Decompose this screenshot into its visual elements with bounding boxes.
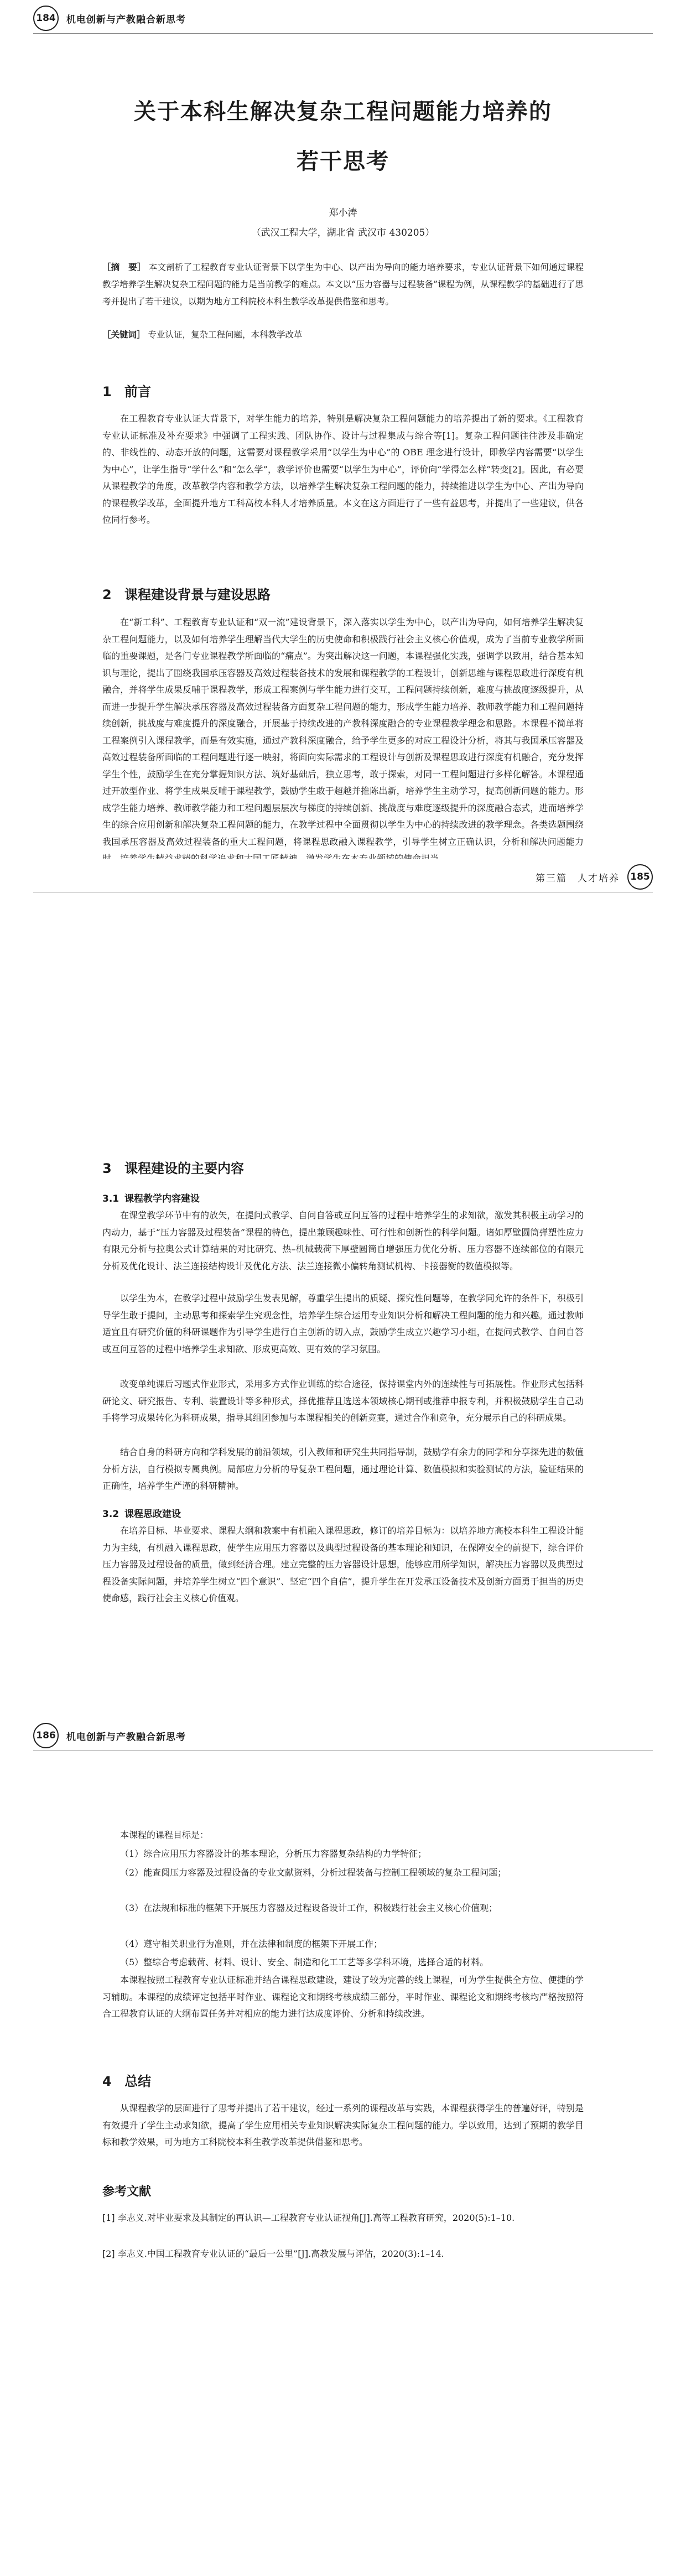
page-184 [0,0,686,859]
subsection-heading-3-1: 3.1 课程教学内容建设 [102,1193,200,1204]
reference-item: [1] 李志义.对毕业要求及其制定的再认识—工程教育专业认证视角[J].高等工程教育研究，2020(5):1–10. [102,2213,515,2223]
section-heading-2: 2 课程建设背景与建设思路 [102,587,271,603]
abstract-text: 本文剖析了工程教育专业认证背景下以学生为中心、以产出为导向的能力培养要求，专业认证背景下如何通过课程教学培养学生解决复杂工程问题的能力是当前教学的难点。本文以“压力容器与过程装备”课程为例，从课程教学的基础进行了思考并提出了若干建议，以期为地方工科院校本科生教学改革提供借鉴和思考。 [102,262,584,307]
list-item: （1）综合应用压力容器设计的基本理论，分析压力容器复杂结构的力学特征； [120,1848,427,1859]
page-number-badge: 186 [33,1723,59,1748]
keywords [102,326,584,344]
paragraph: 在工程教育专业认证大背景下，对学生能力的培养，特别是解决复杂工程问题能力的培养提出了新的要求。《工程教育专业认证标准及补充要求》中强调了工程实践、团队协作、设计与过程集成与综合等[1]。复杂工程问题往往涉及非确定的、非线性的、动态开放的问题，这需要对课程教学采用“以学生为中心”的 OBE 理念进行设计，即教学内容需要“以学生为中心”，让学生指导“学什么”和“怎么学”，教学评价也需要“以学生为中心”，评价向“学得怎么样”转变[2]。因此，有必要从课程教学的角度，改革教学内容和教学方法，以培养学生解决复杂工程问题的能力，持续推进以学生为中心、产出为导向的课程教学改革，全面提升地方工科高校本科人才培养质量。本文在这方面进行了一些有益思考，并提出了一些建议，供各位同行参考。 [102,413,584,525]
running-header [33,1723,186,1748]
section-heading-3: 3 课程建设的主要内容 [102,1161,244,1176]
page-185 [0,859,686,1717]
paragraph: 在培养目标、毕业要求、课程大纲和教案中有机融入课程思政，修订的培养目标为：以培养地方高校本科生工程设计能力为主线，有机融入课程思政，使学生应用压力容器以及典型过程设备的基本理论和知识，在保障安全的前提下，综合评价压力容器及过程设备的质量，做到经济合理。建立完整的压力容器设计思想，能够应用所学知识，解决压力容器以及典型过程设备实际问题，并培养学生树立“四个意识”、坚定“四个自信”，提升学生在开发承压设备技术及创新方面勇于担当的历史使命感，践行社会主义核心价值观。 [102,1525,584,1603]
page-number-badge: 185 [627,864,653,890]
abstract [102,259,584,310]
keywords-label: ［关键词］ [102,330,145,340]
abstract-label: ［摘 要］ [102,262,146,272]
list-item: （3）在法规和标准的框架下开展压力容器及过程设备设计工作，积极践行社会主义核心价值观； [120,1903,498,1913]
paragraph: 在“新工科”、工程教育专业认证和“双一流”建设背景下，深入落实以学生为中心，以产出为导向，如何培养学生解决复杂工程问题能力，以及如何培养学生理解当代大学生的历史使命和积极践行社会主义核心价值观，成为了当前专业教学所面临的重要课题，是各门专业课程教学所面临的“痛点”。为突出解决这一问题，本课程强化实践，强调学以致用，结合基本知识与理论，提出了围绕我国承压容器及高效过程装备技术的发展和课程教学的工程设计，创新思维与课程思政进行深度有机融合，并将学生成果反哺于课程教学，形成工程案例与学生能力进行交互，工程问题持续创新，难度与挑战度逐级提升，从而进一步提升学生解决承压容器及高效过程装备方面复杂工程问题的能力，形成学生能力培养、教师教学能力和工程问题持续创新，挑战度与难度提升的深度融合，开展基于持续改进的产教科深度融合的专业课程教学理念和思路。本课程不简单将工程案例引入课程教学，而是有效实施，通过产教科深度融合，给予学生更多的对应工程设计分析，将其与我国承压容器及高效过程装备所面临的工程问题进行逐一映射，将面向实际需求的工程设计与创新及课程思政进行深度有机融合，充分发挥学生个性，鼓励学生在充分掌握知识方法、筑好基础后，独立思考，敢于探索，对同一工程问题进行多样化解答。本课程通过开放型作业、将学生成果反哺于课程教学，鼓励学生敢于超越并推陈出新，培养学生主动学习，提高创新问题的能力。形成学生能力培养、教师教学能力和工程问题层层次与梯度的持续创新、挑战度与难度逐级提升的深度融合态式，进而培养学生的综合应用创新和解决复杂工程问题的能力，在教学过程中全面贯彻以学生为中心的持续改进的教学理念。各类选题围绕我国承压容器及高效过程装备的重大工程问题，将课程思政融入课程教学，引导学生树立正确认识，分析和解决问题能力 [102,617,584,847]
list-item: （4）遵守相关职业行为准则，并在法律和制度的框架下开展工作； [120,1939,383,1949]
page-186 [0,1717,686,2576]
paragraph: 本课程按照工程教育专业认证标准并结合课程思政建设，建设了较为完善的线上课程，可为学生提供全方位、便捷的学习辅助。本课程的成绩评定包括平时作业、课程论文和期终考核成绩三部分，平时作业、课程论文和期终考核均严格按照符合工程教育认证的大纲布置任务并对相应的能力进行达成度评价、分析和持续改进。 [102,1975,584,2019]
journal-name: 机电创新与产教融合新思考 [66,14,186,25]
list-item: （2）能查阅压力容器及过程设备的专业文献资料，分析过程装备与控制工程领域的复杂工程问题； [120,1867,507,1878]
paragraph: 改变单纯课后习题式作业形式，采用多方式作业训练的综合途径，保持课堂内外的连续性与可拓展性。作业形式包括科研论文、研究报告、专利、装置设计等多种形式，择优推荐且选送本领域核心期刊或推荐申报专利，并积极鼓励学生自己动手将学习成果转化为科研成果，指导其组团参加与本课程相关的创新竞赛，通过合作和竞争，充分展示自己的科研成果。 [102,1379,584,1423]
article-title-line2: 若干思考 [297,149,389,174]
header-rule [33,33,653,34]
keywords-text: 专业认证，复杂工程问题，本科教学改革 [148,330,303,340]
author-name: 郑小涛 [329,207,357,219]
section-heading-1: 1 前言 [102,384,151,399]
subsection-heading-3-2: 3.2 课程思政建设 [102,1509,181,1520]
paragraph: 以学生为本，在教学过程中鼓励学生发表见解，尊重学生提出的质疑、探究性问题等，在教学同允许的条件下，积极引导学生敢于提问，主动思考和探索学生究观念性，培养学生综合运用专业知识分析和解决工程问题的能力和兴趣。通过教师适宜且有研究价值的科研课题作为引导学生进行自主创新的切入点，鼓励学生成立兴趣学习小组，在提问式教学、自问自答或互问互答的过程中培养学生求知欲、形成更高效、更有效的学习氛围。 [102,1293,584,1354]
paragraph: 结合自身的科研方向和学科发展的前沿领域，引入教师和研究生共同指导制，鼓励学有余力的同学和分享探先进的数值分析方法，自行模拟专属典例。局部应力分析的导复杂工程问题，通过理论计算、数值模拟和实验测试的方法，验证结果的正确性，培养学生严谨的科研精神。 [102,1447,584,1491]
references-heading: 参考文献 [102,2185,152,2199]
author-affiliation: （武汉工程大学，湖北省 武汉市 430205） [251,227,435,238]
list-item: （5）整综合考虑载荷、材料、设计、安全、制造和化工工艺等多学科环境，选择合适的材料。 [120,1957,489,1967]
running-header [536,864,653,890]
article-title-line1: 关于本科生解决复杂工程问题能力培养的 [134,99,552,124]
paragraph: 本课程的课程目标是： [120,1830,209,1840]
section-heading-4: 4 总结 [102,2074,151,2089]
reference-item: [2] 李志义.中国工程教育专业认证的“最后一公里”[J].高教发展与评估，2020(3):1–14. [102,2248,444,2259]
section-name: 第三篇 人才培养 [536,872,620,884]
running-header [33,6,186,31]
journal-name: 机电创新与产教融合新思考 [66,1731,186,1743]
paragraph: 在课堂教学环节中有的放矢，在提问式教学、自问自答或互问互答的过程中培养学生的求知欲，激发其积极主动学习的内动力，基于“压力容器及过程装备”课程的特色，提出兼顾趣味性、可行性和创新性的科学问题。诸如厚壁圆筒弹塑性应力有限元分析与拉奥公式计算结果的对比研究、热–机械载荷下厚壁圆筒自增强压力优化分析、压力容器不连续部位的有限元分析及优化设计、法兰连接结构设计及优化方法、法兰连接微小偏转角测试机构、卡接器衡的数值模拟等。 [102,1210,584,1271]
page-number-badge: 184 [33,6,59,31]
paragraph: 从课程教学的层面进行了思考并提出了若干建议，经过一系列的课程改革与实践，本课程获得学生的普遍好评，特别是有效提升了学生主动求知欲，提高了学生应用相关专业知识解决实际复杂工程问题的能力。学以致用，达到了预期的教学目标和教学效果，可为地方工科院校本科生教学改革提供借鉴和思考。 [102,2103,584,2147]
